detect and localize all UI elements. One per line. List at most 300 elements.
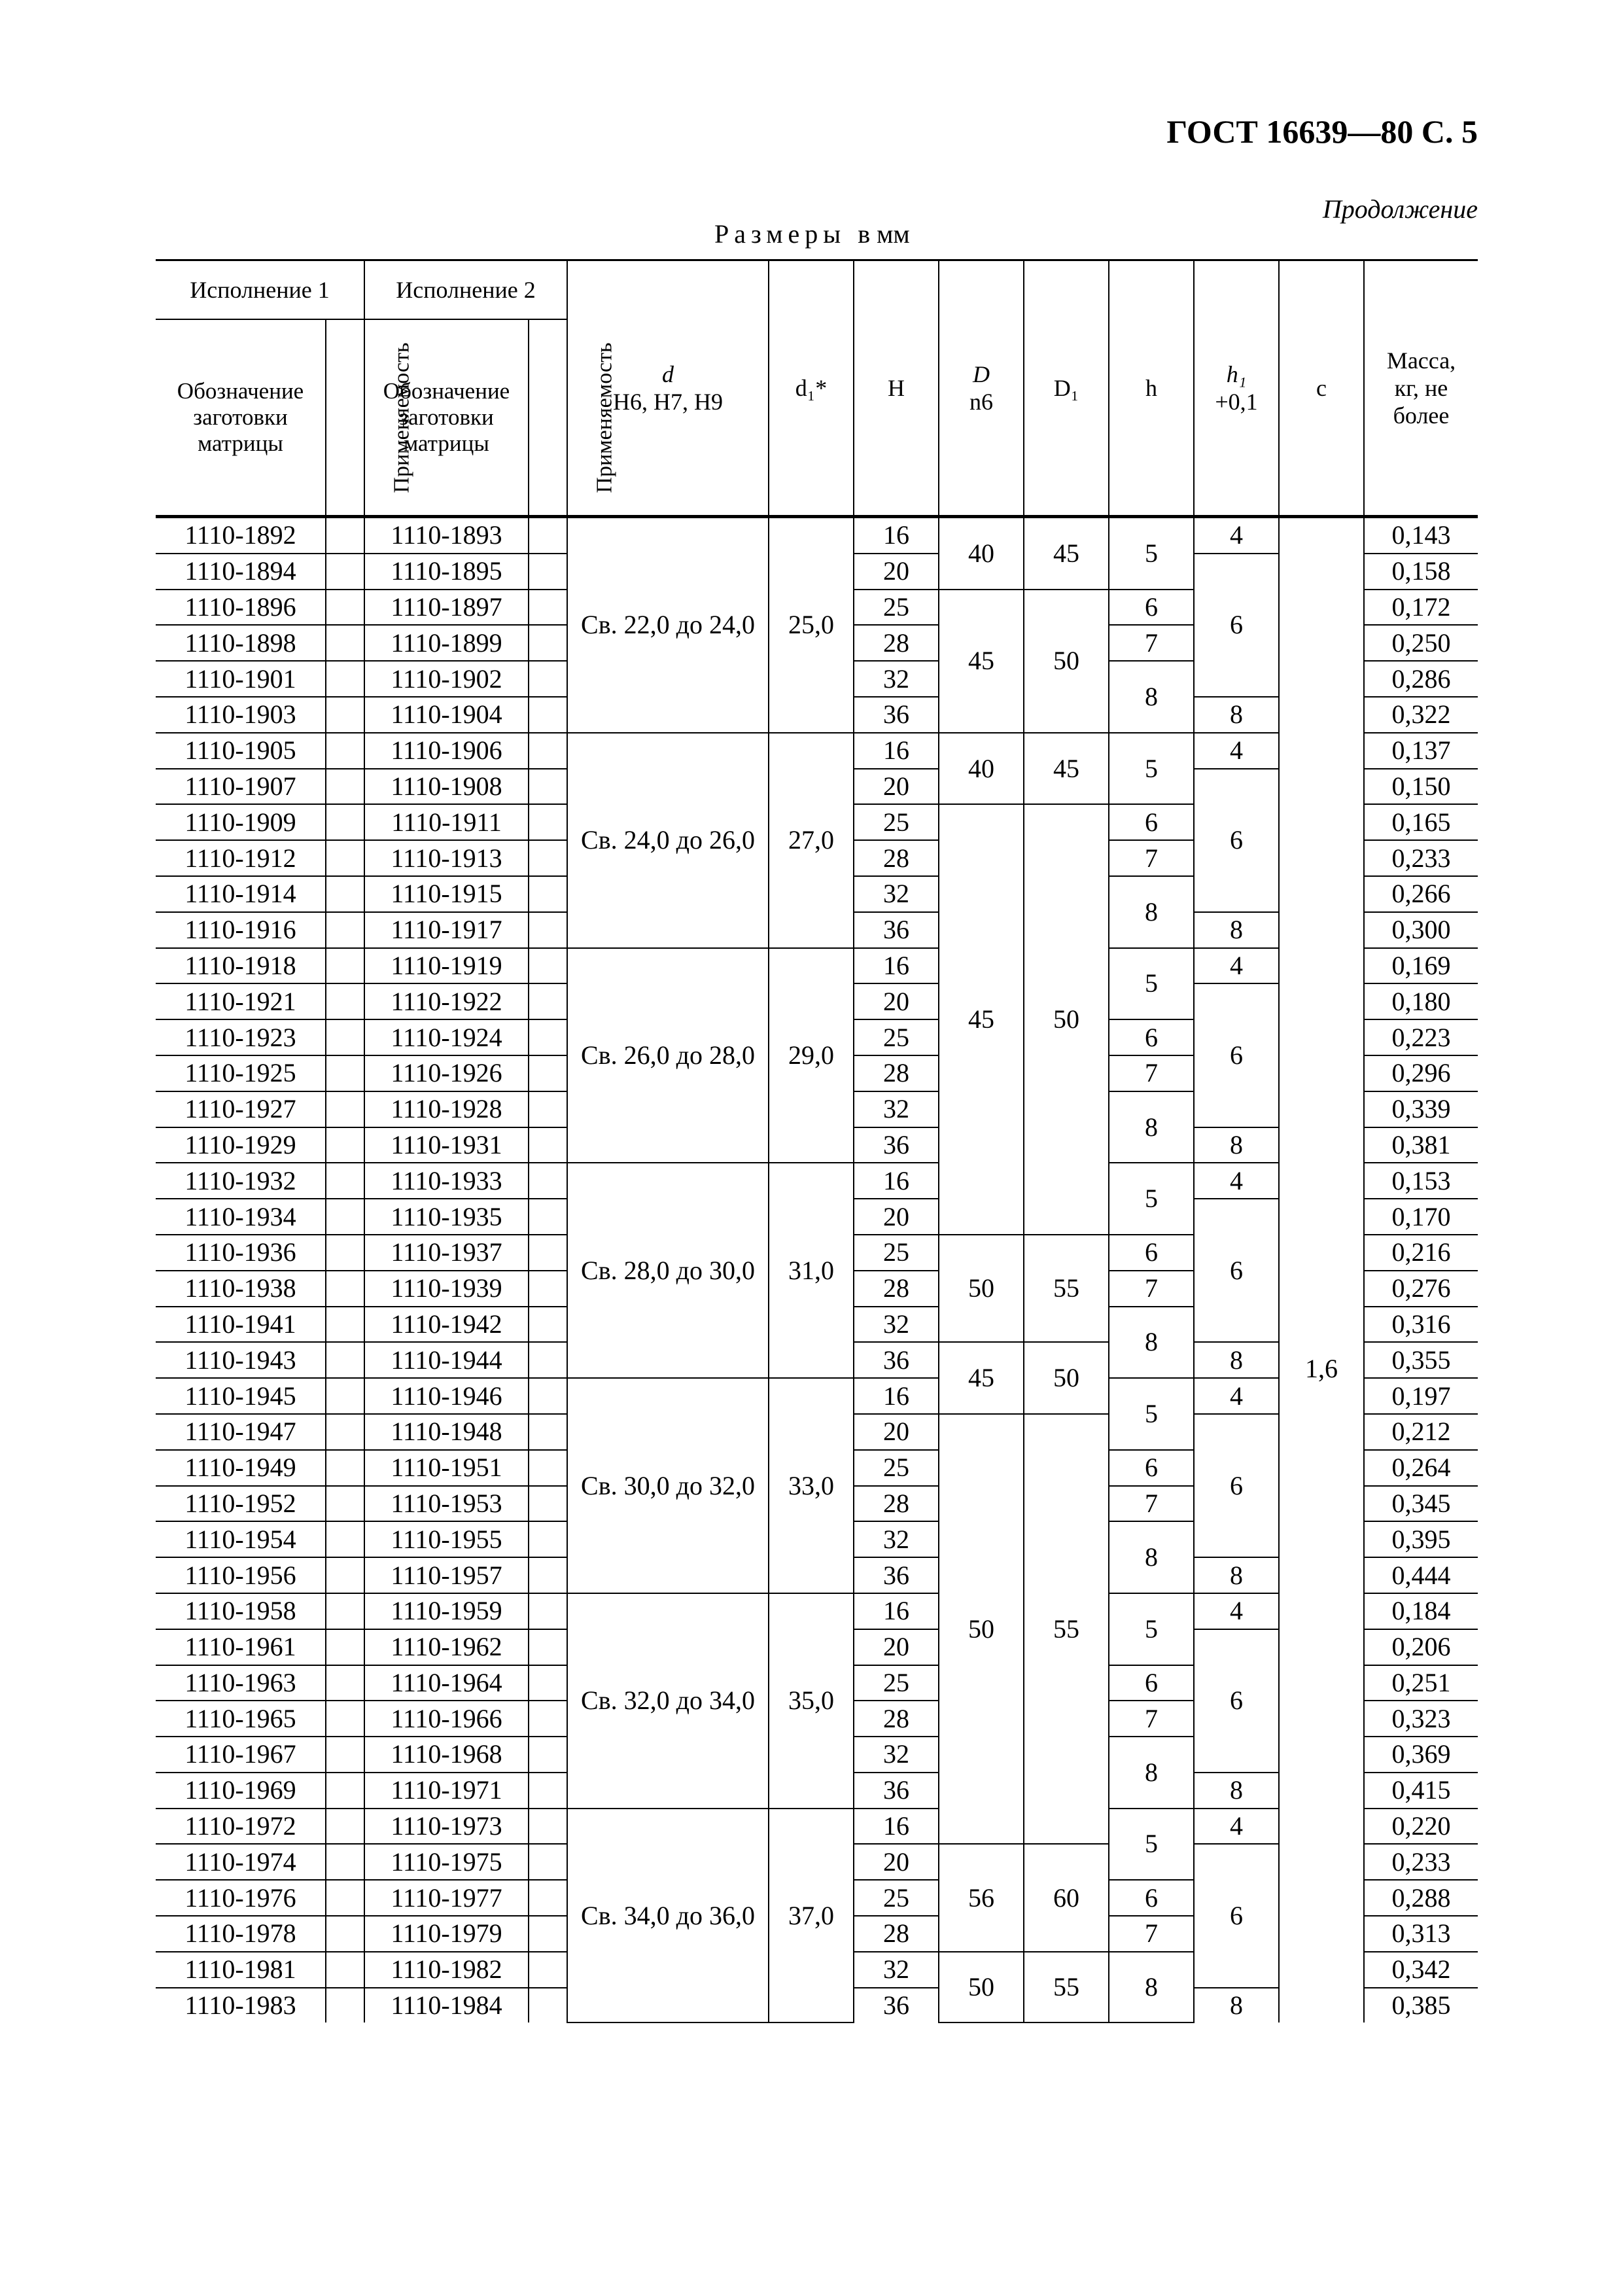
applicability-1 bbox=[326, 1486, 364, 1522]
d1-value: 33,0 bbox=[769, 1378, 854, 1593]
mass-value: 0,313 bbox=[1364, 1916, 1478, 1952]
applicability-1 bbox=[326, 1091, 364, 1127]
H-value: 16 bbox=[854, 1809, 939, 1845]
d-range: Св. 34,0 до 36,0 bbox=[567, 1809, 769, 2023]
h1-value: 6 bbox=[1194, 1199, 1279, 1342]
designation-1: 1110-1963 bbox=[156, 1665, 326, 1701]
h1-value: 4 bbox=[1194, 1163, 1279, 1199]
h1-value: 4 bbox=[1194, 948, 1279, 984]
designation-1: 1110-1967 bbox=[156, 1737, 326, 1773]
H-value: 20 bbox=[854, 769, 939, 805]
designation-2: 1110-1899 bbox=[364, 625, 529, 661]
h-value: 5 bbox=[1109, 948, 1194, 1020]
designation-1: 1110-1929 bbox=[156, 1127, 326, 1163]
designation-1: 1110-1912 bbox=[156, 840, 326, 876]
designation-1: 1110-1976 bbox=[156, 1880, 326, 1916]
d-range: Св. 24,0 до 26,0 bbox=[567, 733, 769, 948]
applicability-2 bbox=[529, 1521, 567, 1557]
applicability-1 bbox=[326, 1127, 364, 1163]
mass-value: 0,369 bbox=[1364, 1737, 1478, 1773]
mass-value: 0,300 bbox=[1364, 912, 1478, 948]
h1-value: 4 bbox=[1194, 733, 1279, 769]
mass-value: 0,266 bbox=[1364, 876, 1478, 912]
h1-value: 6 bbox=[1194, 1414, 1279, 1557]
applicability-2 bbox=[529, 1235, 567, 1271]
designation-1: 1110-1936 bbox=[156, 1235, 326, 1271]
mass-value: 0,385 bbox=[1364, 1988, 1478, 2023]
applicability-label-1: Применяемость bbox=[389, 342, 414, 493]
applicability-2 bbox=[529, 1307, 567, 1343]
h-value: 5 bbox=[1109, 1163, 1194, 1235]
applicability-2 bbox=[529, 554, 567, 590]
header-designation-2: Обозначение заготовки матрицы bbox=[364, 319, 529, 517]
applicability-2 bbox=[529, 1091, 567, 1127]
d1-value: 29,0 bbox=[769, 948, 854, 1163]
H-value: 36 bbox=[854, 1773, 939, 1809]
designation-1: 1110-1918 bbox=[156, 948, 326, 984]
header-h: h bbox=[1109, 260, 1194, 517]
h-value: 7 bbox=[1109, 1486, 1194, 1522]
D-value: 56 bbox=[939, 1844, 1024, 1951]
designation-2: 1110-1935 bbox=[364, 1199, 529, 1235]
h-value: 7 bbox=[1109, 1055, 1194, 1091]
designation-1: 1110-1983 bbox=[156, 1988, 326, 2023]
table-row bbox=[156, 517, 1478, 554]
applicability-1 bbox=[326, 1378, 364, 1414]
header-c: c bbox=[1279, 260, 1364, 517]
sizes-caption bbox=[714, 219, 910, 249]
designation-1: 1110-1898 bbox=[156, 625, 326, 661]
designation-2: 1110-1955 bbox=[364, 1521, 529, 1557]
designation-2: 1110-1908 bbox=[364, 769, 529, 805]
applicability-1 bbox=[326, 1844, 364, 1880]
designation-1: 1110-1903 bbox=[156, 697, 326, 733]
mass-value: 0,216 bbox=[1364, 1235, 1478, 1271]
d-range: Св. 32,0 до 34,0 bbox=[567, 1593, 769, 1809]
applicability-2 bbox=[529, 840, 567, 876]
designation-1: 1110-1923 bbox=[156, 1019, 326, 1055]
D1-value: 50 bbox=[1024, 804, 1109, 1235]
mass-value: 0,169 bbox=[1364, 948, 1478, 984]
h-value: 5 bbox=[1109, 1593, 1194, 1665]
d-range: Св. 30,0 до 32,0 bbox=[567, 1378, 769, 1593]
mass-value: 0,212 bbox=[1364, 1414, 1478, 1450]
h-value: 6 bbox=[1109, 1019, 1194, 1055]
designation-1: 1110-1907 bbox=[156, 769, 326, 805]
designation-1: 1110-1901 bbox=[156, 661, 326, 697]
designation-1: 1110-1954 bbox=[156, 1521, 326, 1557]
designation-1: 1110-1932 bbox=[156, 1163, 326, 1199]
applicability-1 bbox=[326, 733, 364, 769]
applicability-1 bbox=[326, 1629, 364, 1665]
H-value: 25 bbox=[854, 804, 939, 840]
designation-2: 1110-1911 bbox=[364, 804, 529, 840]
mass-value: 0,180 bbox=[1364, 983, 1478, 1019]
h1-value: 6 bbox=[1194, 983, 1279, 1127]
designation-1: 1110-1945 bbox=[156, 1378, 326, 1414]
header-H: H bbox=[854, 260, 939, 517]
H-value: 25 bbox=[854, 1880, 939, 1916]
applicability-2 bbox=[529, 1809, 567, 1845]
designation-2: 1110-1979 bbox=[364, 1916, 529, 1952]
applicability-2 bbox=[529, 625, 567, 661]
header-applicability-1 bbox=[326, 319, 414, 517]
designation-1: 1110-1916 bbox=[156, 912, 326, 948]
header-D bbox=[939, 260, 1024, 517]
applicability-2 bbox=[529, 1952, 567, 1988]
H-value: 20 bbox=[854, 983, 939, 1019]
c-value: 1,6 bbox=[1279, 517, 1364, 2023]
designation-2: 1110-1904 bbox=[364, 697, 529, 733]
mass-value: 0,170 bbox=[1364, 1199, 1478, 1235]
applicability-1 bbox=[326, 948, 364, 984]
applicability-1 bbox=[326, 1307, 364, 1343]
h1-value: 4 bbox=[1194, 1378, 1279, 1414]
designation-1: 1110-1943 bbox=[156, 1342, 326, 1378]
D-value: 45 bbox=[939, 1342, 1024, 1414]
header-D-tolerance: n6 bbox=[969, 389, 993, 415]
mass-value: 0,220 bbox=[1364, 1809, 1478, 1845]
designation-1: 1110-1921 bbox=[156, 983, 326, 1019]
applicability-1 bbox=[326, 554, 364, 590]
H-value: 28 bbox=[854, 1701, 939, 1737]
H-value: 16 bbox=[854, 948, 939, 984]
applicability-1 bbox=[326, 1701, 364, 1737]
applicability-2 bbox=[529, 876, 567, 912]
h-value: 8 bbox=[1109, 1521, 1194, 1593]
applicability-1 bbox=[326, 625, 364, 661]
applicability-2 bbox=[529, 948, 567, 984]
D-value: 45 bbox=[939, 804, 1024, 1235]
designation-2: 1110-1964 bbox=[364, 1665, 529, 1701]
designation-2: 1110-1931 bbox=[364, 1127, 529, 1163]
mass-value: 0,250 bbox=[1364, 625, 1478, 661]
designation-1: 1110-1956 bbox=[156, 1557, 326, 1593]
header-applicability-2 bbox=[529, 319, 617, 517]
h1-value: 8 bbox=[1194, 1988, 1279, 2023]
applicability-1 bbox=[326, 983, 364, 1019]
applicability-1 bbox=[326, 1163, 364, 1199]
applicability-2 bbox=[529, 983, 567, 1019]
D1-value: 45 bbox=[1024, 517, 1109, 590]
designation-2: 1110-1946 bbox=[364, 1378, 529, 1414]
applicability-2 bbox=[529, 1055, 567, 1091]
applicability-2 bbox=[529, 1701, 567, 1737]
H-value: 16 bbox=[854, 1593, 939, 1629]
d-range: Св. 22,0 до 24,0 bbox=[567, 517, 769, 733]
applicability-1 bbox=[326, 1271, 364, 1307]
applicability-1 bbox=[326, 590, 364, 626]
mass-value: 0,316 bbox=[1364, 1307, 1478, 1343]
designation-1: 1110-1978 bbox=[156, 1916, 326, 1952]
applicability-2 bbox=[529, 1378, 567, 1414]
header-d-tolerance: H6, H7, H9 bbox=[613, 389, 723, 415]
designation-1: 1110-1961 bbox=[156, 1629, 326, 1665]
d1-value: 37,0 bbox=[769, 1809, 854, 2023]
designation-2: 1110-1966 bbox=[364, 1701, 529, 1737]
applicability-1 bbox=[326, 912, 364, 948]
H-value: 20 bbox=[854, 1414, 939, 1450]
mass-value: 0,264 bbox=[1364, 1450, 1478, 1486]
H-value: 36 bbox=[854, 1557, 939, 1593]
applicability-1 bbox=[326, 1952, 364, 1988]
h1-value: 8 bbox=[1194, 912, 1279, 948]
D-value: 50 bbox=[939, 1952, 1024, 2023]
D-value: 40 bbox=[939, 517, 1024, 590]
H-value: 25 bbox=[854, 1665, 939, 1701]
mass-value: 0,339 bbox=[1364, 1091, 1478, 1127]
H-value: 28 bbox=[854, 1486, 939, 1522]
designation-1: 1110-1941 bbox=[156, 1307, 326, 1343]
applicability-2 bbox=[529, 590, 567, 626]
mass-value: 0,206 bbox=[1364, 1629, 1478, 1665]
applicability-2 bbox=[529, 1019, 567, 1055]
designation-1: 1110-1934 bbox=[156, 1199, 326, 1235]
designation-2: 1110-1962 bbox=[364, 1629, 529, 1665]
d1-value: 27,0 bbox=[769, 733, 854, 948]
designation-1: 1110-1905 bbox=[156, 733, 326, 769]
h1-value: 6 bbox=[1194, 554, 1279, 697]
applicability-1 bbox=[326, 769, 364, 805]
h1-value: 4 bbox=[1194, 517, 1279, 554]
mass-value: 0,381 bbox=[1364, 1127, 1478, 1163]
D-value: 45 bbox=[939, 590, 1024, 733]
designation-2: 1110-1919 bbox=[364, 948, 529, 984]
h-value: 6 bbox=[1109, 590, 1194, 626]
applicability-2 bbox=[529, 733, 567, 769]
H-value: 36 bbox=[854, 1342, 939, 1378]
h1-value: 4 bbox=[1194, 1809, 1279, 1845]
applicability-1 bbox=[326, 1235, 364, 1271]
mass-value: 0,137 bbox=[1364, 733, 1478, 769]
H-value: 32 bbox=[854, 1737, 939, 1773]
page-header: ГОСТ 16639—80 С. 5 bbox=[1166, 113, 1478, 150]
applicability-2 bbox=[529, 1342, 567, 1378]
h-value: 5 bbox=[1109, 1378, 1194, 1450]
applicability-1 bbox=[326, 517, 364, 554]
designation-2: 1110-1953 bbox=[364, 1486, 529, 1522]
applicability-1 bbox=[326, 1055, 364, 1091]
applicability-2 bbox=[529, 804, 567, 840]
H-value: 36 bbox=[854, 1988, 939, 2023]
applicability-2 bbox=[529, 1629, 567, 1665]
H-value: 28 bbox=[854, 625, 939, 661]
designation-2: 1110-1917 bbox=[364, 912, 529, 948]
header-isp2: Исполнение 2 bbox=[364, 260, 567, 320]
applicability-1 bbox=[326, 1593, 364, 1629]
mass-value: 0,288 bbox=[1364, 1880, 1478, 1916]
h-value: 5 bbox=[1109, 1809, 1194, 1881]
D-value: 50 bbox=[939, 1235, 1024, 1342]
applicability-1 bbox=[326, 697, 364, 733]
h-value: 6 bbox=[1109, 1450, 1194, 1486]
applicability-1 bbox=[326, 1521, 364, 1557]
h-value: 5 bbox=[1109, 733, 1194, 805]
applicability-2 bbox=[529, 1988, 567, 2023]
h-value: 6 bbox=[1109, 1665, 1194, 1701]
designation-1: 1110-1894 bbox=[156, 554, 326, 590]
H-value: 32 bbox=[854, 1091, 939, 1127]
applicability-1 bbox=[326, 804, 364, 840]
designation-2: 1110-1951 bbox=[364, 1450, 529, 1486]
table-body bbox=[156, 517, 1478, 2023]
designation-2: 1110-1913 bbox=[364, 840, 529, 876]
header-D-symbol: D bbox=[973, 361, 990, 387]
designation-1: 1110-1974 bbox=[156, 1844, 326, 1880]
designation-1: 1110-1981 bbox=[156, 1952, 326, 1988]
H-value: 25 bbox=[854, 1450, 939, 1486]
H-value: 32 bbox=[854, 1952, 939, 1988]
designation-2: 1110-1924 bbox=[364, 1019, 529, 1055]
h-value: 6 bbox=[1109, 1235, 1194, 1271]
header-mass: Масса, кг, не более bbox=[1364, 260, 1478, 517]
h-value: 5 bbox=[1109, 517, 1194, 590]
applicability-2 bbox=[529, 1163, 567, 1199]
h1-value: 4 bbox=[1194, 1593, 1279, 1629]
designation-2: 1110-1939 bbox=[364, 1271, 529, 1307]
D1-value: 45 bbox=[1024, 733, 1109, 805]
applicability-2 bbox=[529, 769, 567, 805]
designation-2: 1110-1944 bbox=[364, 1342, 529, 1378]
applicability-1 bbox=[326, 1557, 364, 1593]
designation-2: 1110-1977 bbox=[364, 1880, 529, 1916]
designation-1: 1110-1965 bbox=[156, 1701, 326, 1737]
H-value: 28 bbox=[854, 840, 939, 876]
h-value: 8 bbox=[1109, 876, 1194, 948]
designation-2: 1110-1893 bbox=[364, 517, 529, 554]
applicability-2 bbox=[529, 1271, 567, 1307]
h1-value: 8 bbox=[1194, 1557, 1279, 1593]
mass-value: 0,342 bbox=[1364, 1952, 1478, 1988]
designation-1: 1110-1969 bbox=[156, 1773, 326, 1809]
applicability-1 bbox=[326, 1988, 364, 2023]
H-value: 25 bbox=[854, 590, 939, 626]
applicability-2 bbox=[529, 1844, 567, 1880]
designation-2: 1110-1937 bbox=[364, 1235, 529, 1271]
d1-value: 35,0 bbox=[769, 1593, 854, 1809]
designation-1: 1110-1947 bbox=[156, 1414, 326, 1450]
h-value: 7 bbox=[1109, 1271, 1194, 1307]
h-value: 8 bbox=[1109, 661, 1194, 733]
designation-2: 1110-1957 bbox=[364, 1557, 529, 1593]
applicability-2 bbox=[529, 1127, 567, 1163]
designation-2: 1110-1926 bbox=[364, 1055, 529, 1091]
applicability-1 bbox=[326, 1916, 364, 1952]
designation-1: 1110-1952 bbox=[156, 1486, 326, 1522]
h-value: 6 bbox=[1109, 1880, 1194, 1916]
designation-1: 1110-1927 bbox=[156, 1091, 326, 1127]
applicability-2 bbox=[529, 1773, 567, 1809]
applicability-2 bbox=[529, 1593, 567, 1629]
applicability-2 bbox=[529, 1737, 567, 1773]
mass-value: 0,355 bbox=[1364, 1342, 1478, 1378]
mass-value: 0,233 bbox=[1364, 840, 1478, 876]
H-value: 25 bbox=[854, 1235, 939, 1271]
applicability-2 bbox=[529, 1916, 567, 1952]
sizes-unit: в мм bbox=[858, 219, 910, 249]
H-value: 20 bbox=[854, 1629, 939, 1665]
applicability-1 bbox=[326, 1342, 364, 1378]
mass-value: 0,415 bbox=[1364, 1773, 1478, 1809]
mass-value: 0,143 bbox=[1364, 517, 1478, 554]
D1-value: 60 bbox=[1024, 1844, 1109, 1951]
applicability-1 bbox=[326, 1737, 364, 1773]
H-value: 28 bbox=[854, 1271, 939, 1307]
h1-value: 6 bbox=[1194, 1629, 1279, 1773]
applicability-2 bbox=[529, 1199, 567, 1235]
designation-2: 1110-1906 bbox=[364, 733, 529, 769]
mass-value: 0,322 bbox=[1364, 697, 1478, 733]
H-value: 20 bbox=[854, 1199, 939, 1235]
header-h1-symbol: h₁ bbox=[1226, 361, 1247, 387]
h1-value: 8 bbox=[1194, 697, 1279, 733]
applicability-2 bbox=[529, 1665, 567, 1701]
d1-value: 25,0 bbox=[769, 517, 854, 733]
applicability-2 bbox=[529, 697, 567, 733]
mass-value: 0,165 bbox=[1364, 804, 1478, 840]
designation-2: 1110-1959 bbox=[364, 1593, 529, 1629]
H-value: 32 bbox=[854, 1307, 939, 1343]
designation-1: 1110-1892 bbox=[156, 517, 326, 554]
h-value: 7 bbox=[1109, 1916, 1194, 1952]
H-value: 28 bbox=[854, 1055, 939, 1091]
designation-2: 1110-1982 bbox=[364, 1952, 529, 1988]
applicability-2 bbox=[529, 1486, 567, 1522]
designation-2: 1110-1897 bbox=[364, 590, 529, 626]
H-value: 36 bbox=[854, 697, 939, 733]
header-d-symbol: d bbox=[662, 361, 674, 387]
designation-2: 1110-1933 bbox=[364, 1163, 529, 1199]
mass-value: 0,345 bbox=[1364, 1486, 1478, 1522]
h-value: 7 bbox=[1109, 840, 1194, 876]
H-value: 28 bbox=[854, 1916, 939, 1952]
applicability-2 bbox=[529, 1414, 567, 1450]
h1-value: 6 bbox=[1194, 1844, 1279, 1987]
H-value: 25 bbox=[854, 1019, 939, 1055]
D1-value: 55 bbox=[1024, 1414, 1109, 1845]
H-value: 36 bbox=[854, 1127, 939, 1163]
applicability-1 bbox=[326, 876, 364, 912]
d-range: Св. 26,0 до 28,0 bbox=[567, 948, 769, 1163]
h-value: 6 bbox=[1109, 804, 1194, 840]
applicability-1 bbox=[326, 1665, 364, 1701]
D-value: 50 bbox=[939, 1414, 1024, 1845]
designation-2: 1110-1942 bbox=[364, 1307, 529, 1343]
applicability-1 bbox=[326, 1414, 364, 1450]
H-value: 16 bbox=[854, 1378, 939, 1414]
h-value: 7 bbox=[1109, 1701, 1194, 1737]
H-value: 20 bbox=[854, 554, 939, 590]
header-designation-1: Обозначение заготовки матрицы bbox=[156, 319, 326, 517]
mass-value: 0,153 bbox=[1364, 1163, 1478, 1199]
applicability-1 bbox=[326, 1880, 364, 1916]
header-D1: D₁ bbox=[1024, 260, 1109, 517]
header-h1-tolerance: +0,1 bbox=[1215, 389, 1258, 415]
designation-2: 1110-1973 bbox=[364, 1809, 529, 1845]
mass-value: 0,233 bbox=[1364, 1844, 1478, 1880]
H-value: 16 bbox=[854, 1163, 939, 1199]
designation-1: 1110-1949 bbox=[156, 1450, 326, 1486]
h-value: 8 bbox=[1109, 1737, 1194, 1809]
designation-2: 1110-1975 bbox=[364, 1844, 529, 1880]
applicability-2 bbox=[529, 912, 567, 948]
designation-2: 1110-1915 bbox=[364, 876, 529, 912]
D-value: 40 bbox=[939, 733, 1024, 805]
applicability-1 bbox=[326, 1773, 364, 1809]
mass-value: 0,223 bbox=[1364, 1019, 1478, 1055]
designation-1: 1110-1909 bbox=[156, 804, 326, 840]
designation-1: 1110-1938 bbox=[156, 1271, 326, 1307]
